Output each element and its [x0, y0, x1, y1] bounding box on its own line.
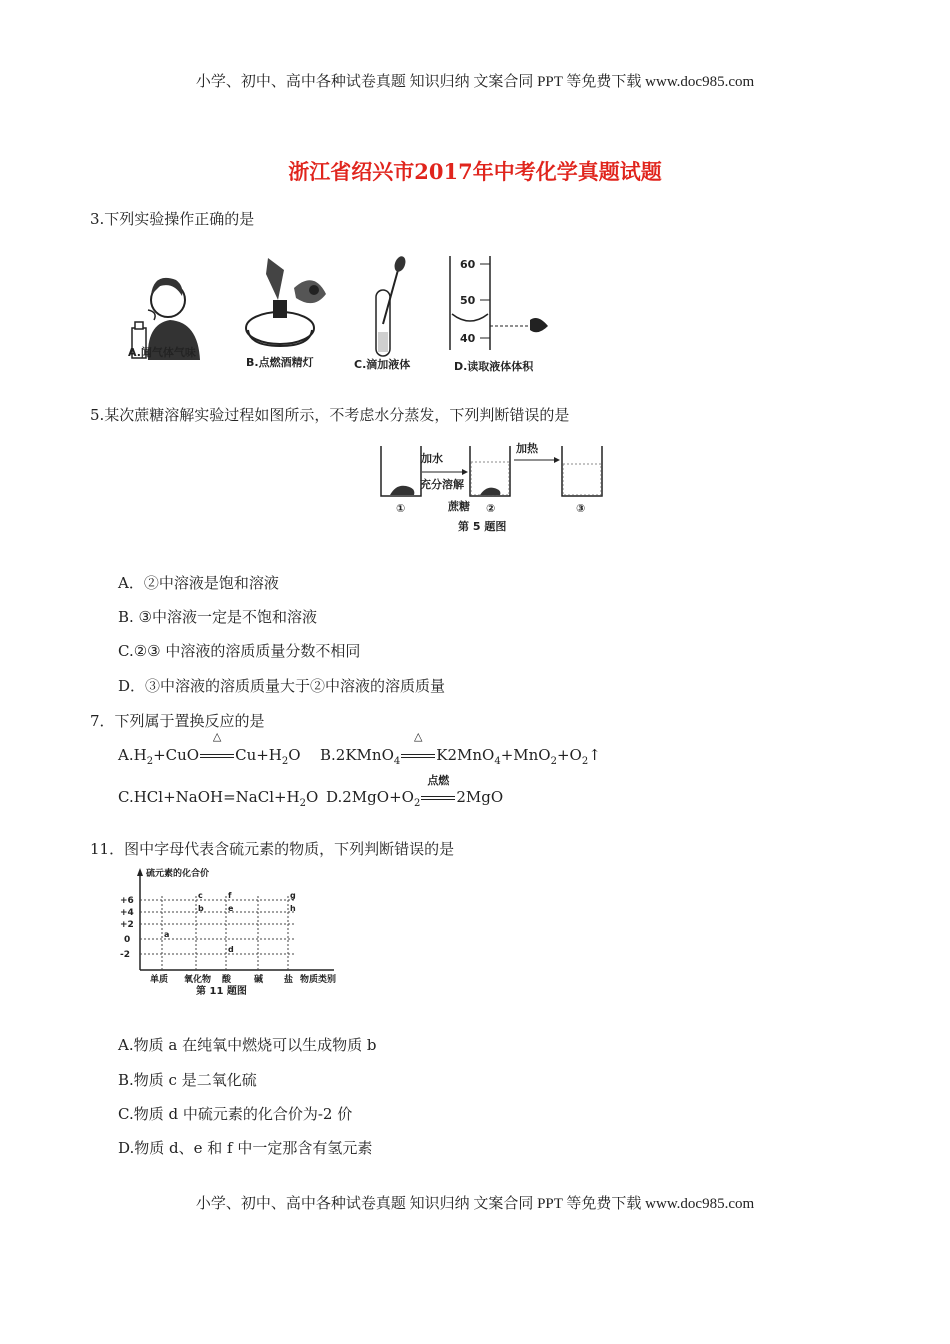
point-g: g: [290, 891, 296, 900]
label-add-water: 加水: [421, 452, 443, 465]
x-tick-acid: 酸: [222, 975, 232, 985]
q3-scale-40: 40: [460, 332, 476, 345]
question-7-stem: 7．下列属于置换反应的是: [90, 712, 265, 730]
y-tick-minus2: -2: [120, 950, 130, 960]
point-b: b: [198, 904, 204, 913]
x-tick-oxide: 氧化物: [184, 975, 212, 985]
y-tick-plus2: +2: [120, 920, 134, 930]
beaker-2-number: ②: [486, 502, 496, 515]
delta-symbol: △: [414, 730, 423, 743]
y-axis-label: 硫元素的化合价: [146, 869, 210, 879]
page-footer: 小学、初中、高中各种试卷真题 知识归纳 文案合同 PPT 等免费下载 www.doc985.com: [195, 1196, 755, 1212]
x-tick-elemental: 单质: [150, 975, 169, 985]
q11-option-b: B.物质 c 是二氧化硫: [118, 1071, 257, 1089]
page-title: 浙江省绍兴市2017年中考化学真题试题: [288, 159, 662, 184]
point-d: d: [228, 945, 234, 954]
q11-option-d: D.物质 d、e 和 f 中一定那含有氢元素: [118, 1139, 373, 1157]
beaker-2: [470, 446, 510, 496]
figure-b-alcohol-lamp: [246, 258, 326, 346]
question-3-figure: [118, 250, 578, 380]
question-5-figure: [376, 438, 616, 536]
q3-label-b: B.点燃酒精灯: [246, 356, 314, 369]
point-h: h: [290, 904, 296, 913]
label-sugar: 蔗糖: [448, 500, 470, 513]
point-f: f: [228, 891, 232, 900]
y-tick-plus6: +6: [120, 896, 134, 906]
q11-option-c: C.物质 d 中硫元素的化合价为-2 价: [118, 1105, 353, 1123]
figure-5-caption: 第 5 题图: [458, 520, 507, 533]
q3-scale-50: 50: [460, 294, 476, 307]
figure-c-dropper: [376, 255, 407, 356]
point-e: e: [228, 904, 234, 913]
q7-option-a: $A.H_2+CuO$ △ $Cu+H_2O$: [118, 730, 301, 767]
q7-option-b: B.2KMnO$_4$ △ $K2MnO_4+MnO_2+O_2↑$: [320, 730, 601, 767]
question-11-chart: [112, 866, 352, 996]
page-header: 小学、初中、高中各种试卷真题 知识归纳 文案合同 PPT 等免费下载 www.doc985.com: [195, 74, 755, 90]
y-tick-plus4: +4: [120, 908, 134, 918]
point-a: a: [164, 930, 170, 939]
q5-option-b: B. ③中溶液一定是不饱和溶液: [118, 608, 318, 626]
q5-option-d: D．③中溶液的溶质质量大于②中溶液的溶质质量: [118, 677, 446, 695]
question-11-stem: 11．图中字母代表含硫元素的物质，下列判断错误的是: [90, 840, 455, 858]
q5-option-a: A．②中溶液是饱和溶液: [118, 574, 279, 592]
point-c: c: [198, 891, 203, 900]
beaker-3: [562, 446, 602, 496]
q11-option-a: A.物质 a 在纯氧中燃烧可以生成物质 b: [118, 1036, 377, 1054]
y-tick-0: 0: [124, 935, 131, 945]
q3-label-c: C.滴加液体: [354, 358, 411, 371]
beaker-3-number: ③: [576, 502, 586, 515]
q5-option-c: C.②③ 中溶液的溶质质量分数不相同: [118, 642, 361, 660]
figure-11-caption: 第 11 题图: [196, 986, 247, 996]
label-dissolve: 充分溶解: [420, 478, 464, 491]
q7-option-c: $C.HCl+NaOH=NaCl+H_2O$: [118, 788, 319, 809]
q3-label-a: A.闻气体气味: [128, 346, 196, 359]
q3-scale-60: 60: [460, 258, 476, 271]
beaker-1: [381, 446, 421, 496]
ignite-label: 点燃: [427, 774, 450, 787]
q3-label-d: D.读取液体体积: [454, 360, 534, 373]
beaker-1-number: ①: [396, 502, 406, 515]
question-3-stem: 3.下列实验操作正确的是: [90, 210, 255, 228]
question-5-stem: 5.某次蔗糖溶解实验过程如图所示，不考虑水分蒸发，下列判断错误的是: [90, 406, 570, 424]
x-tick-salt: 盐: [284, 975, 294, 985]
q7-option-d: $D.2MgO+O_2$ 点燃 2MgO: [326, 774, 504, 809]
delta-symbol: △: [212, 730, 222, 743]
x-axis-label: 物质类别: [300, 975, 337, 985]
x-tick-base: 碱: [254, 975, 264, 985]
label-heat: 加热: [516, 442, 538, 455]
